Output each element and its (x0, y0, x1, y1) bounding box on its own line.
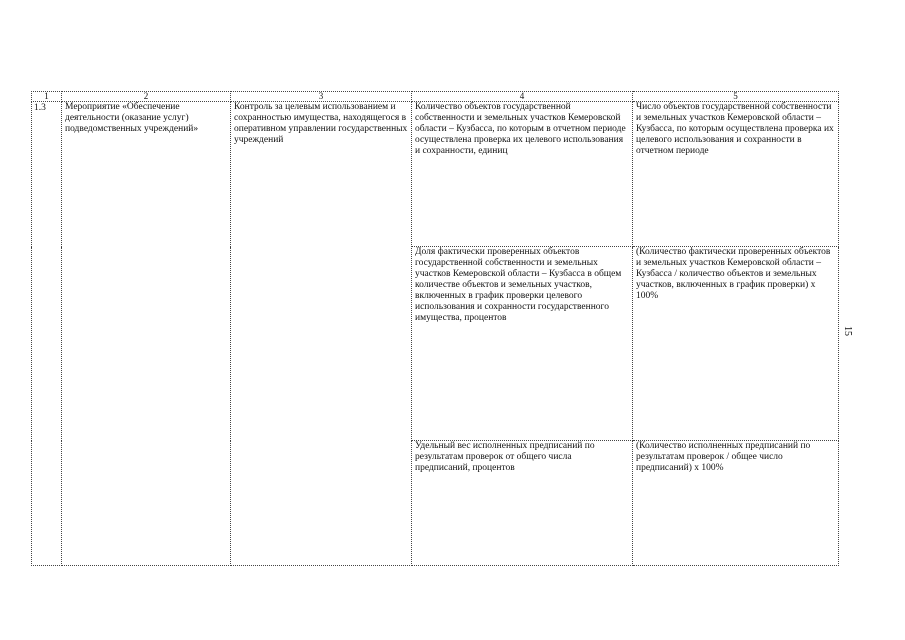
indicator-name: Удельный вес исполненных предписаний по результатам проверок от общего числа предписаний, процентов (415, 441, 595, 473)
indicator-formula-cell (633, 102, 839, 247)
table-row (32, 102, 839, 247)
description-cell (231, 102, 412, 566)
indicator-name-cell (412, 247, 633, 441)
header-cell: 5 (633, 92, 839, 102)
description-text: Контроль за целевым использованием и сохранностью имущества, находящегося в оперативном управлении государственных учреждений (234, 102, 408, 145)
indicator-formula: (Количество фактически проверенных объектов и земельных участков Кемеровской области – Кузбасса / количество объектов и земельных участков, включенных в график проверки) x 100% (636, 247, 831, 301)
indicator-name-cell (412, 102, 633, 247)
indicator-name: Количество объектов государственной собственности и земельных участков Кемеровской области – Кузбасса, по которым в отчетном периоде осуществлена проверка их целевого использования и сохранности, единиц (415, 102, 626, 156)
page-number: 15 (842, 326, 853, 336)
measure-text: Мероприятие «Обеспечение деятельности (оказание услуг) подведомственных учреждений» (65, 102, 199, 134)
indicator-formula: Число объектов государственной собственности и земельных участков Кемеровской области – Кузбасса, по которым осуществлена проверка их целевого использования и сохранности в отчетном периоде (636, 102, 834, 156)
indicator-formula-cell (633, 441, 839, 566)
header-cell: 3 (231, 92, 412, 102)
measure-cell (62, 102, 231, 566)
header-cell: 2 (62, 92, 231, 102)
indicator-formula: (Количество исполненных предписаний по результатам проверок / общее число предписаний) x 100% (636, 441, 811, 473)
indicator-name-cell (412, 441, 633, 566)
indicator-formula-cell (633, 247, 839, 441)
row-number: 1.3 (34, 103, 46, 113)
header-cell: 1 (32, 92, 62, 102)
indicator-table (31, 91, 839, 566)
table-header-row (32, 92, 839, 102)
header-cell: 4 (412, 92, 633, 102)
row-number-cell (32, 102, 62, 566)
indicator-name: Доля фактически проверенных объектов государственной собственности и земельных участков Кемеровской области – Кузбасса в общем количестве объектов и земельных участков, включенных в график проверки целевого использования и сохранности государственного имущества, процентов (415, 247, 622, 323)
